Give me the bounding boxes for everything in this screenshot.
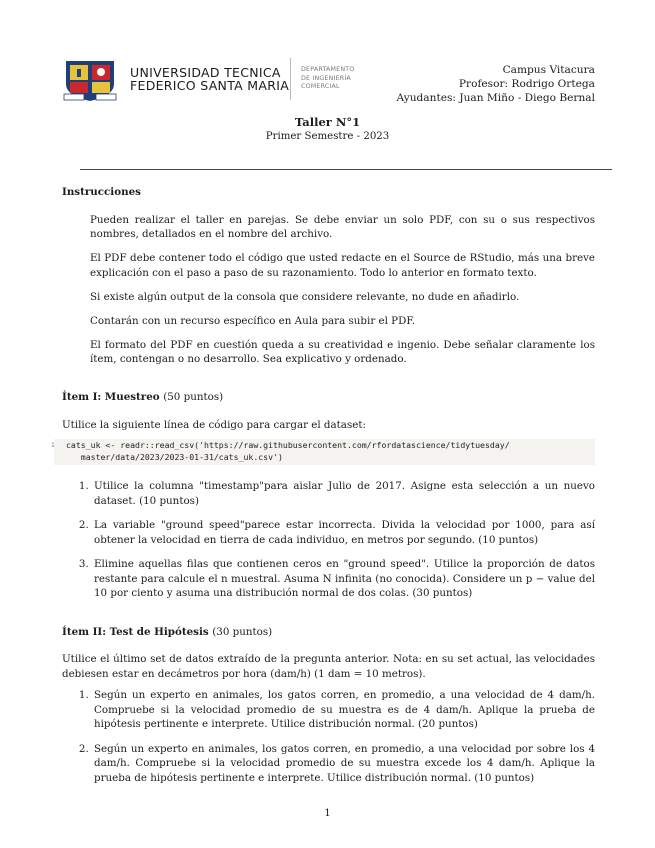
list-item: 3. Elimine aquellas filas que contienen ceros en "ground speed". Utilice la proporción de datos restante para calcule el n muestral. Asuma N infinita (no conocida). Considere un p − value del 10 por ciento y asuma una distribución normal de dos colas. (30 puntos) (92, 557, 595, 601)
instruction-paragraph: El PDF debe contener todo el código que usted redacte en el Source de RStudio, más una breve explicación con el paso a paso de su razonamiento. Todo lo anterior en formato texto. (90, 252, 595, 279)
course-info (397, 63, 596, 105)
instructions-heading: Instrucciones (62, 186, 141, 198)
university-logo (62, 58, 118, 102)
header-divider (290, 58, 291, 100)
page-title: Taller N°1 (294, 115, 361, 129)
campus: Campus Vitacura (502, 64, 595, 76)
list-item: 1. Según un experto en animales, los gatos corren, en promedio, a una velocidad de 4 dam/h. Compruebe si la velocidad promedio de su muestra es de 4 dam/h. Aplique la prueba de hipótesis pertinente e interprete. Utilice distribución normal. (20 puntos) (92, 688, 595, 732)
department-name (301, 66, 354, 92)
department-line-3: COMERCIAL (301, 83, 340, 90)
list-item: 2. La variable "ground speed"parece estar incorrecta. Divida la velocidad por 1000, para así obtener la velocidad en tierra de cada individuo, en metros por segundo. (10 puntos) (92, 518, 595, 547)
code-line: master/data/2023/2023-01-31/cats_uk.csv') (66, 451, 283, 462)
item2-list (62, 688, 595, 785)
item1-points: (50 puntos) (163, 391, 224, 403)
item1-heading (62, 390, 595, 405)
department-line-1: DEPARTAMENTO (301, 66, 355, 73)
title-block (0, 115, 655, 144)
list-item: 2. Según un experto en animales, los gatos corren, en promedio, a una velocidad por sobre los 4 dam/h. Compruebe si la velocidad promedio de su muestra excede los 4 dam/h. Aplique la prueba de hipótesis pertinente e interprete. Utilice distribución normal. (10 puntos) (92, 742, 595, 786)
code-line: cats_uk <- readr::read_csv('https://raw.githubusercontent.com/rfordatascience/tidytuesday/ (66, 440, 510, 450)
item2-heading (62, 625, 595, 640)
university-name (130, 66, 289, 92)
code-line-number: 1 (51, 442, 55, 449)
university-line-2: FEDERICO SANTA MARIA (130, 78, 290, 93)
instruction-paragraph: Contarán con un recurso específico en Aula para subir el PDF. (90, 314, 416, 327)
instruction-paragraph: El formato del PDF en cuestión queda a su creatividad e ingenio. Debe señalar claramente los ítem, contengan o no desarrollo. Sea explicativo y ordenado. (90, 338, 595, 365)
professor: Profesor: Rodrigo Ortega (458, 78, 595, 90)
university-line-1: UNIVERSIDAD TECNICA (130, 65, 281, 80)
item1-list (62, 479, 595, 601)
item1-title: Ítem I: Muestreo (62, 391, 160, 403)
horizontal-rule (80, 169, 612, 170)
assistants: Ayudantes: Juan Miño - Diego Bernal (396, 92, 595, 104)
department-line-2: DE INGENIERÍA (301, 74, 351, 82)
document-body (51, 185, 595, 795)
code-block (51, 439, 595, 465)
item2-title: Ítem II: Test de Hipótesis (62, 625, 209, 638)
list-item: 1. Utilice la columna "timestamp"para aislar Julio de 2017. Asigne esta selección a un nuevo dataset. (10 puntos) (92, 479, 595, 508)
item1-intro: Utilice la siguiente línea de código para cargar el dataset: (62, 418, 366, 431)
page-number: 1 (324, 808, 331, 819)
item2-intro: Utilice el último set de datos extraído de la pregunta anterior. Nota: en su set actual, las velocidades debiesen estar en decámetros por hora (dam/h) (1 dam = 10 metros). (62, 653, 595, 680)
instruction-paragraph: Si existe algún output de la consola que considere relevante, no dude en añadirlo. (90, 290, 520, 303)
page-subtitle: Primer Semestre - 2023 (265, 131, 390, 142)
item2-points: (30 puntos) (212, 625, 273, 638)
instruction-paragraph: Pueden realizar el taller en parejas. Se debe enviar un solo PDF, con su o sus respectivos nombres, detallados en el nombre del archivo. (90, 213, 595, 240)
